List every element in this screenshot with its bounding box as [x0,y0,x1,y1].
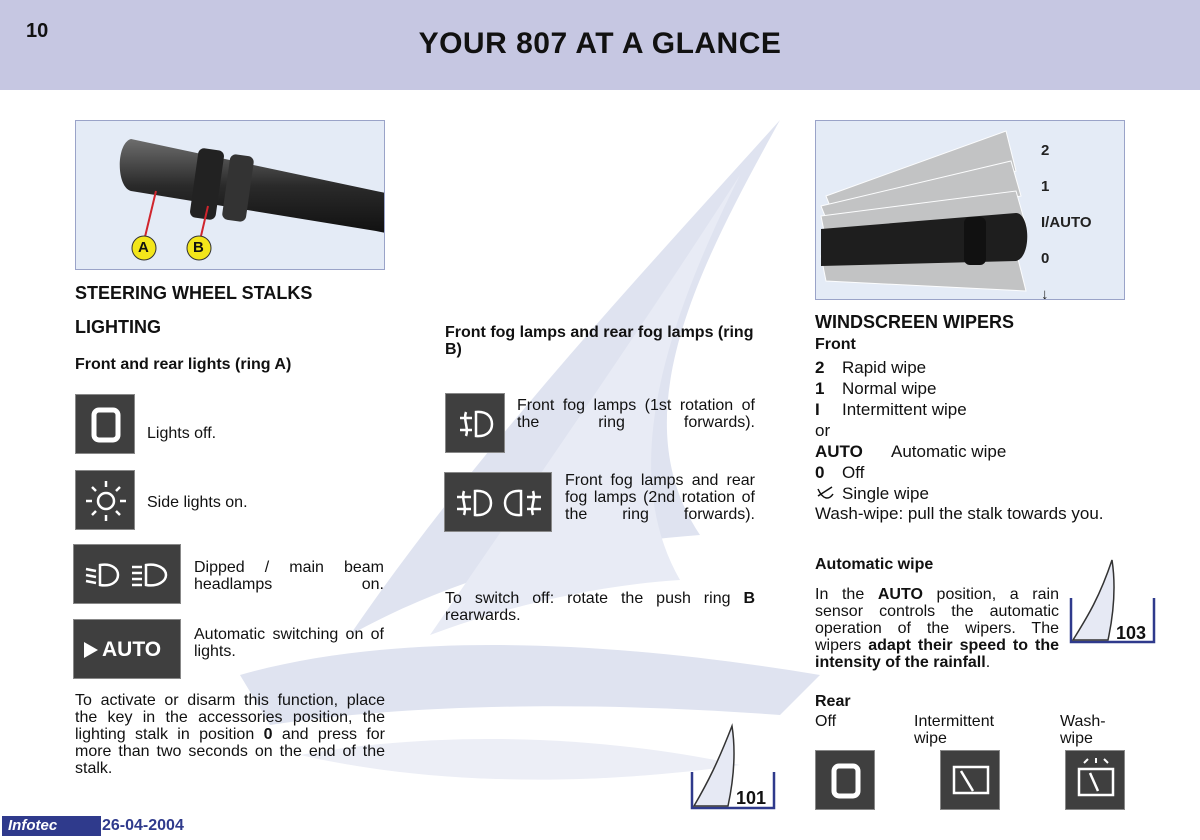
position-2: 2 [1041,142,1050,159]
lights-off-icon [75,394,135,454]
position-auto: I/AUTO [1041,214,1092,231]
headlamps-text: Dipped / main beam headlamps on. [194,559,384,593]
page-number: 10 [26,20,49,42]
position-0: 0 [1041,250,1050,267]
activate-paragraph: To activate or disarm this function, place the key in the accessories position, the lighting stalk in position 0 and press for more than two seconds on the end of the stalk. [75,692,386,777]
auto-lights-text: Automatic switching on of lights. [194,626,384,660]
rear-wash-wipe-label: Wash-wipe [1060,713,1106,747]
page-ref-103[interactable] [1068,556,1158,646]
auto-lights-icon-text: AUTO [102,638,162,661]
front-wiper-list: 2 Rapid wipe 1 Normal wipe I Intermittent wipe or AUTO Automatic wipe 0 Off Single wipe [815,357,1006,504]
fog-lamps-title: Front fog lamps and rear fog lamps (ring B) [445,324,754,358]
label-b: B [193,239,204,256]
ring-a-title: Front and rear lights (ring A) [75,356,292,373]
headlamps-icon [73,544,181,604]
label-a: A [138,239,149,256]
rear-off-label: Off [815,713,837,730]
wiper-positions [1041,133,1092,300]
page-header [0,0,1200,90]
front-fog-text: Front fog lamps (1st rotation of the ring forwards). [517,397,755,431]
automatic-wipe-title: Automatic wipe [815,556,934,573]
rear-wash-wipe-icon [1065,750,1125,810]
auto-lights-icon [73,619,181,679]
front-title: Front [815,336,856,353]
rear-intermittent-label: Intermittent wipe [914,713,995,747]
lighting-stalk-photo [75,120,385,270]
side-lights-icon [75,470,135,530]
rear-title: Rear [815,693,851,710]
front-rear-fog-text: Front fog lamps and rear fog lamps (2nd rotation of the ring forwards). [565,472,755,523]
automatic-wipe-paragraph: In the AUTO position, a rain sensor controls the automatic operation of the wipers. The wipers adapt their speed to the intensity of the rainfall. [815,586,1059,671]
wiper-stalk-photo [815,120,1125,300]
page-ref-101[interactable] [688,722,778,812]
infotec-logo: Infotec [2,816,101,836]
front-rear-fog-icon [444,472,552,532]
page-title: YOUR 807 AT A GLANCE [418,27,782,60]
wash-wipe-text: Wash-wipe: pull the stalk towards you. [815,504,1104,523]
lighting-title: LIGHTING [75,317,161,337]
position-1: 1 [1041,178,1050,195]
page-ref-103-number: 103 [1116,623,1147,643]
steering-stalks-title: STEERING WHEEL STALKS [75,283,313,303]
rear-off-icon [815,750,875,810]
wipers-title: WINDSCREEN WIPERS [815,312,1015,332]
switch-off-paragraph: To switch off: rotate the push ring B rearwards. [445,590,755,624]
rear-intermittent-icon [940,750,1000,810]
position-down: ↓ [1041,286,1049,300]
footer-date: 26-04-2004 [102,817,184,834]
page-ref-101-number: 101 [736,788,767,808]
side-lights-text: Side lights on. [147,494,248,511]
front-fog-icon [445,393,505,453]
lights-off-text: Lights off. [147,425,217,442]
single-wipe-icon [815,484,842,505]
